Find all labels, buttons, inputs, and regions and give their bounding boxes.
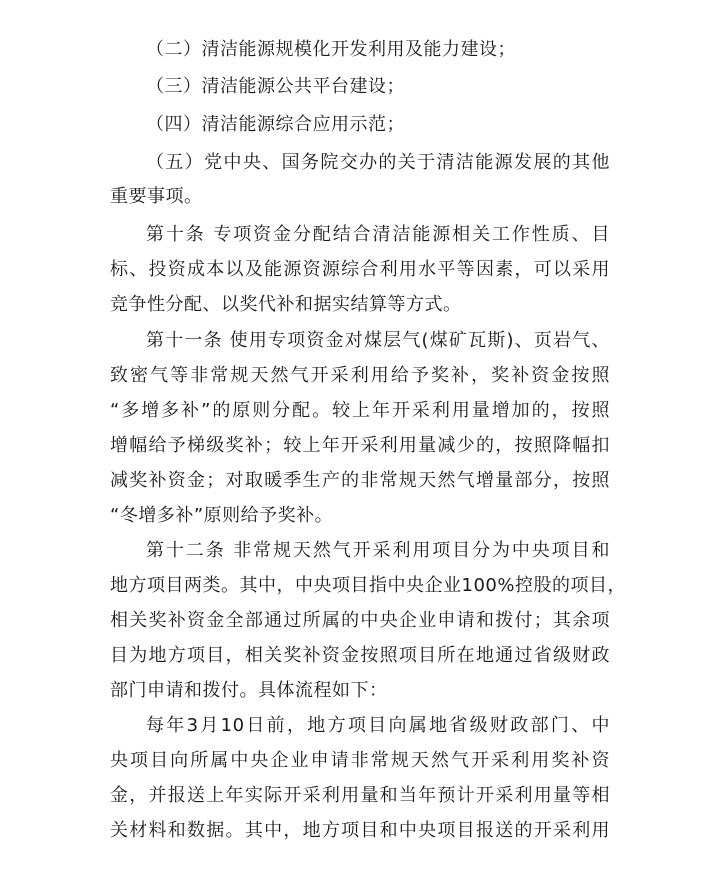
text-line: （三）清洁能源公共平台建设； <box>146 76 405 97</box>
text-line: “多增多补”的原则分配。较上年开采利用量增加的，按照 <box>110 400 610 421</box>
text-line: 致密气等非常规天然气开采利用给予奖补，奖补资金按照 <box>110 365 610 386</box>
text-line: （五）党中央、国务院交办的关于清洁能源发展的其他 <box>146 152 610 173</box>
text-line: 竞争性分配、以奖代补和据实结算等方式。 <box>110 294 462 315</box>
text-line: 重要事项。 <box>110 186 203 207</box>
text-line: 减奖补资金；对取暖季生产的非常规天然气增量部分，按照 <box>110 470 610 491</box>
text-line: 每年3月10日前，地方项目向属地省级财政部门、中 <box>146 715 610 736</box>
text-line: 第十二条 非常规天然气开采利用项目分为中央项目和 <box>146 540 610 561</box>
text-line: （二）清洁能源规模化开发利用及能力建设； <box>146 39 516 60</box>
text-line: “冬增多补”原则给予奖补。 <box>110 505 334 526</box>
text-line: 地方项目两类。其中，中央项目指中央企业100%控股的项目， <box>110 575 626 596</box>
text-line: 标、投资成本以及能源资源综合利用水平等因素，可以采用 <box>110 259 610 280</box>
text-line: 关材料和数据。其中，地方项目和中央项目报送的开采利用 <box>110 820 610 841</box>
text-line: 第十一条 使用专项资金对煤层气(煤矿瓦斯)、页岩气、 <box>146 330 610 351</box>
text-line: 目为地方项目，相关奖补资金按照项目所在地通过省级财政 <box>110 645 610 666</box>
text-line: （四）清洁能源综合应用示范； <box>146 114 405 135</box>
text-line: 相关奖补资金全部通过所属的中央企业申请和拨付；其余项 <box>110 610 610 631</box>
text-line: 部门申请和拨付。具体流程如下： <box>110 680 388 701</box>
text-line: 金，并报送上年实际开采利用量和当年预计开采利用量等相 <box>110 785 610 806</box>
text-line: 增幅给予梯级奖补；较上年开采利用量减少的，按照降幅扣 <box>110 435 610 456</box>
text-line: 央项目向所属中央企业申请非常规天然气开采利用奖补资 <box>110 750 610 771</box>
text-line: 第十条 专项资金分配结合清洁能源相关工作性质、目 <box>146 224 610 245</box>
